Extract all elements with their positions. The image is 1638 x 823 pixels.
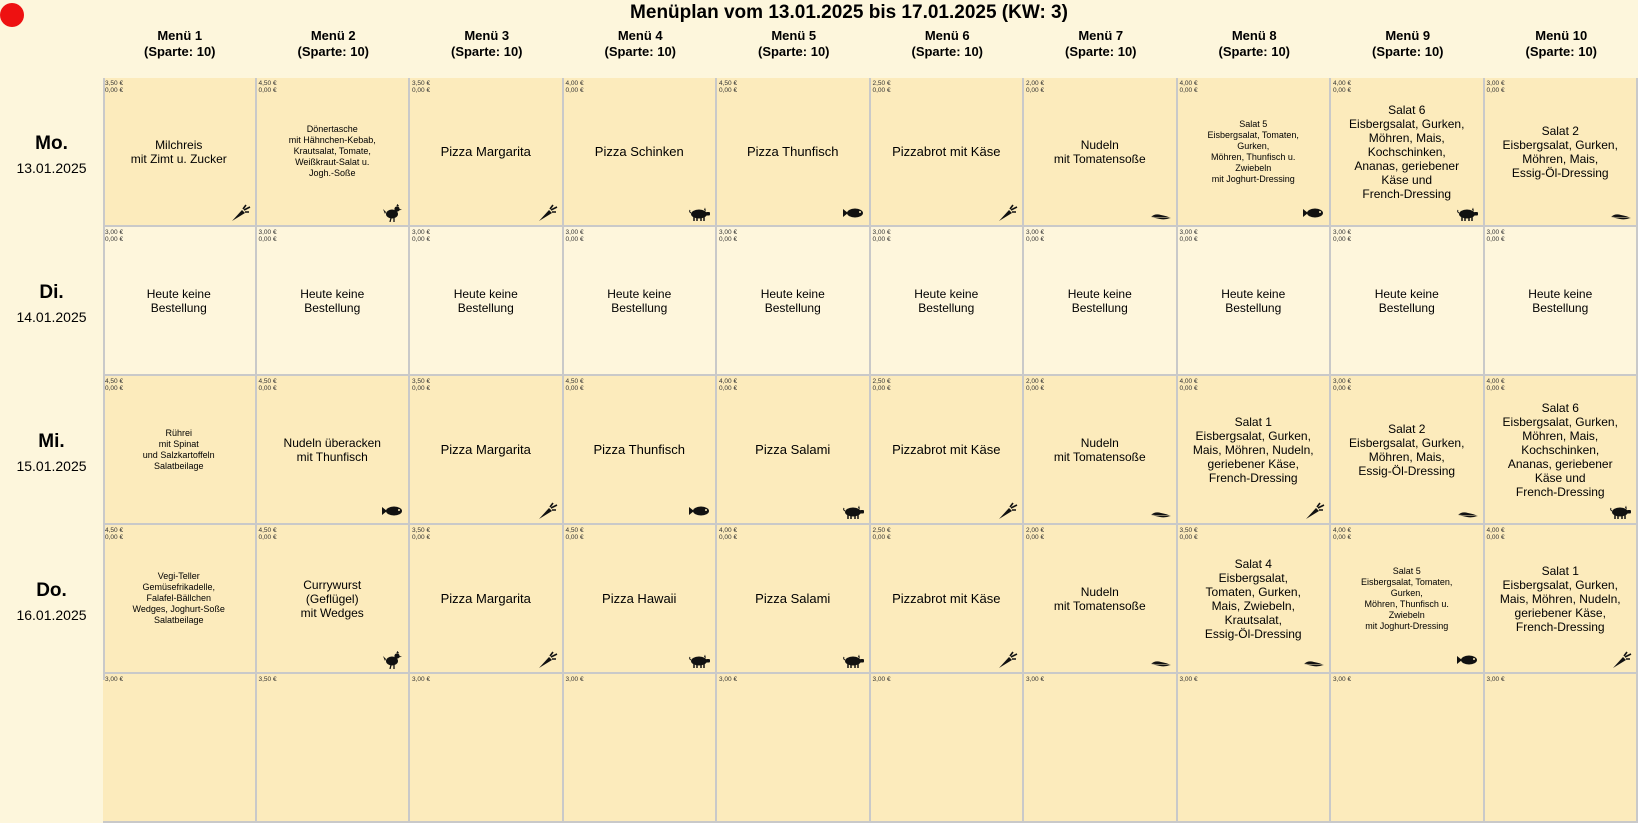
price-extra: 0,00 € (1026, 87, 1044, 94)
price: 3,00 € (259, 229, 277, 236)
dish-text: Heute keine Bestellung (1184, 227, 1324, 374)
chicken-icon (382, 204, 404, 222)
pig-icon (843, 651, 865, 669)
menu-cell[interactable] (1178, 376, 1332, 525)
price: 3,00 € (1026, 229, 1044, 236)
dish-text: Pizza Salami (723, 525, 863, 672)
price: 3,50 € (412, 80, 430, 87)
price-extra: 0,00 € (1333, 236, 1351, 243)
price: 3,00 € (1487, 676, 1505, 683)
price: 3,00 € (105, 229, 123, 236)
day-date: 16.01.2025 (0, 607, 103, 623)
price: 4,00 € (566, 80, 584, 87)
pig-icon (1457, 204, 1479, 222)
price: 3,00 € (1333, 229, 1351, 236)
fish-icon (382, 502, 404, 520)
day-date: 13.01.2025 (0, 160, 103, 176)
price: 4,00 € (1333, 527, 1351, 534)
price-extra: 0,00 € (1333, 385, 1351, 392)
price: 4,50 € (105, 527, 123, 534)
price: 4,00 € (1333, 80, 1351, 87)
price: 3,00 € (719, 229, 737, 236)
price-extra: 0,00 € (412, 236, 430, 243)
menu-name: Menü 4 (564, 28, 718, 44)
menu-cell[interactable] (871, 78, 1025, 227)
carrot-icon (536, 502, 558, 520)
price-extra: 0,00 € (259, 87, 277, 94)
menu-cell[interactable] (1331, 376, 1485, 525)
price-extra: 0,00 € (1180, 534, 1198, 541)
dish-text: Pizzabrot mit Käse (877, 78, 1017, 225)
price: 4,00 € (1180, 378, 1198, 385)
menu-grid (103, 78, 1638, 823)
menu-sparte: (Sparte: 10) (1178, 44, 1332, 60)
menu-sparte: (Sparte: 10) (1485, 44, 1638, 60)
dish-text: Pizza Margarita (416, 376, 556, 523)
dish-text: Salat 2 Eisbergsalat, Gurken, Möhren, Mais, Essig-Öl-Dressing (1337, 376, 1477, 523)
menu-cell[interactable] (1024, 376, 1178, 525)
price: 3,00 € (873, 676, 891, 683)
menu-name: Menü 5 (717, 28, 871, 44)
pig-icon (1610, 502, 1632, 520)
price-extra: 0,00 € (259, 236, 277, 243)
menu-header-row (103, 28, 1638, 78)
price: 2,00 € (1026, 80, 1044, 87)
menu-cell[interactable] (564, 376, 718, 525)
price: 4,50 € (259, 527, 277, 534)
menu-cell[interactable] (410, 525, 564, 674)
price-extra: 0,00 € (1026, 236, 1044, 243)
day-date: 15.01.2025 (0, 458, 103, 474)
menu-cell[interactable] (717, 227, 871, 376)
price-extra: 0,00 € (873, 236, 891, 243)
dish-text: Salat 4 Eisbergsalat, Tomaten, Gurken, Mais, Zwiebeln, Krautsalat, Essig-Öl-Dressing (1184, 525, 1324, 672)
dish-text: Nudeln mit Tomatensoße (1030, 376, 1170, 523)
menu-cell[interactable] (410, 227, 564, 376)
menu-name: Menü 10 (1485, 28, 1638, 44)
price: 4,00 € (719, 527, 737, 534)
carrot-icon (536, 204, 558, 222)
menu-cell[interactable] (871, 227, 1025, 376)
menu-name: Menü 7 (1024, 28, 1178, 44)
menu-header-10 (1485, 28, 1638, 78)
dish-text: Nudeln mit Tomatensoße (1030, 78, 1170, 225)
price-extra: 0,00 € (566, 87, 584, 94)
menu-cell[interactable] (257, 376, 411, 525)
dish-text (1030, 674, 1170, 821)
menu-cell[interactable] (103, 227, 257, 376)
dish-text: Heute keine Bestellung (109, 227, 249, 374)
price-extra: 0,00 € (259, 534, 277, 541)
price-extra: 0,00 € (105, 87, 123, 94)
menu-cell[interactable] (564, 525, 718, 674)
dish-text (1491, 674, 1631, 821)
page-title: Menüplan vom 13.01.2025 bis 17.01.2025 (KW: 3) (0, 2, 1638, 24)
price: 4,00 € (1487, 527, 1505, 534)
price-extra: 0,00 € (1487, 385, 1505, 392)
price-extra: 0,00 € (566, 385, 584, 392)
menu-cell[interactable] (564, 78, 718, 227)
price: 3,00 € (1180, 676, 1198, 683)
price-extra: 0,00 € (105, 385, 123, 392)
menu-sparte: (Sparte: 10) (564, 44, 718, 60)
price: 4,00 € (1180, 80, 1198, 87)
day-name: Di. (0, 282, 103, 304)
dish-text: Dönertasche mit Hähnchen-Kebab, Krautsalat, Tomate, Weißkraut-Salat u. Jogh.-Soße (263, 78, 403, 225)
menu-sparte: (Sparte: 10) (410, 44, 564, 60)
menu-cell[interactable] (1485, 78, 1638, 227)
price: 3,00 € (1180, 229, 1198, 236)
price-extra: 0,00 € (412, 87, 430, 94)
price: 4,50 € (105, 378, 123, 385)
menu-cell[interactable] (410, 674, 564, 823)
menu-cell[interactable] (717, 78, 871, 227)
menu-cell[interactable] (564, 227, 718, 376)
menu-cell[interactable] (410, 376, 564, 525)
dish-text: Vegi-Teller Gemüsefrikadelle, Falafel-Bällchen Wedges, Joghurt-Soße Salatbeilage (109, 525, 249, 672)
dish-text: Pizza Thunfisch (570, 376, 710, 523)
menu-header-4 (564, 28, 718, 78)
price: 4,50 € (566, 527, 584, 534)
day-name: Mo. (0, 133, 103, 155)
fish-icon (1303, 204, 1325, 222)
price: 3,50 € (259, 676, 277, 683)
menu-cell[interactable] (257, 674, 411, 823)
price: 3,00 € (1333, 676, 1351, 683)
chicken-icon (382, 651, 404, 669)
fish-icon (843, 204, 865, 222)
price-extra: 0,00 € (719, 87, 737, 94)
price-extra: 0,00 € (412, 385, 430, 392)
price-extra: 0,00 € (873, 87, 891, 94)
carrot-icon (1303, 502, 1325, 520)
dish-text: Rührei mit Spinat und Salzkartoffeln Salatbeilage (109, 376, 249, 523)
dish-text: Salat 6 Eisbergsalat, Gurken, Möhren, Mais, Kochschinken, Ananas, geriebener Käse und French-Dressing (1491, 376, 1631, 523)
fish-icon (1457, 651, 1479, 669)
pig-icon (689, 651, 711, 669)
menu-cell[interactable] (1485, 227, 1638, 376)
dish-text: Pizza Margarita (416, 78, 556, 225)
menu-cell[interactable] (1024, 227, 1178, 376)
price: 3,00 € (105, 676, 123, 683)
menu-header-5 (717, 28, 871, 78)
price: 2,50 € (873, 378, 891, 385)
carrot-icon (996, 651, 1018, 669)
price: 3,00 € (719, 676, 737, 683)
menu-cell[interactable] (1331, 227, 1485, 376)
dish-text: Heute keine Bestellung (416, 227, 556, 374)
price: 3,00 € (1026, 676, 1044, 683)
price: 2,50 € (873, 527, 891, 534)
menu-cell[interactable] (1178, 227, 1332, 376)
menu-cell[interactable] (1178, 78, 1332, 227)
price: 3,50 € (105, 80, 123, 87)
dish-text (1184, 674, 1324, 821)
menu-header-2 (257, 28, 411, 78)
menu-header-1 (103, 28, 257, 78)
price-extra: 0,00 € (873, 534, 891, 541)
menu-cell[interactable] (1178, 674, 1332, 823)
price: 3,00 € (566, 676, 584, 683)
menu-cell[interactable] (1485, 674, 1638, 823)
price-extra: 0,00 € (1333, 534, 1351, 541)
menu-cell[interactable] (1024, 78, 1178, 227)
dish-text: Pizza Schinken (570, 78, 710, 225)
menu-cell[interactable] (717, 376, 871, 525)
day-label-2 (0, 282, 103, 325)
menu-name: Menü 3 (410, 28, 564, 44)
dish-text: Salat 2 Eisbergsalat, Gurken, Möhren, Mais, Essig-Öl-Dressing (1491, 78, 1631, 225)
price-extra: 0,00 € (873, 385, 891, 392)
grid-left-border (103, 78, 105, 680)
menu-header-3 (410, 28, 564, 78)
menu-cell[interactable] (103, 376, 257, 525)
day-name: Do. (0, 580, 103, 602)
price-extra: 0,00 € (1180, 385, 1198, 392)
menu-cell[interactable] (1331, 78, 1485, 227)
dish-text: Pizzabrot mit Käse (877, 376, 1017, 523)
price: 4,00 € (1487, 378, 1505, 385)
dish-text: Heute keine Bestellung (723, 227, 863, 374)
leaf-icon (1457, 502, 1479, 520)
price: 4,50 € (719, 80, 737, 87)
menu-header-7 (1024, 28, 1178, 78)
day-label-1 (0, 133, 103, 176)
dish-text: Pizza Salami (723, 376, 863, 523)
menu-cell[interactable] (410, 78, 564, 227)
dish-text: Heute keine Bestellung (1491, 227, 1631, 374)
price-extra: 0,00 € (1487, 534, 1505, 541)
price: 4,50 € (259, 378, 277, 385)
dish-text: Heute keine Bestellung (877, 227, 1017, 374)
price: 2,00 € (1026, 378, 1044, 385)
carrot-icon (1610, 651, 1632, 669)
menu-cell[interactable] (257, 525, 411, 674)
menu-cell[interactable] (1485, 525, 1638, 674)
menu-cell[interactable] (257, 78, 411, 227)
price-extra: 0,00 € (105, 236, 123, 243)
menu-cell[interactable] (1024, 525, 1178, 674)
menu-header-8 (1178, 28, 1332, 78)
menu-cell[interactable] (1178, 525, 1332, 674)
menu-sparte: (Sparte: 10) (1024, 44, 1178, 60)
price-extra: 0,00 € (719, 385, 737, 392)
price-extra: 0,00 € (566, 236, 584, 243)
price: 2,50 € (873, 80, 891, 87)
price: 4,50 € (259, 80, 277, 87)
price: 3,50 € (412, 527, 430, 534)
menu-sparte: (Sparte: 10) (717, 44, 871, 60)
menu-cell[interactable] (1331, 674, 1485, 823)
day-label-4 (0, 580, 103, 623)
dish-text: Heute keine Bestellung (1337, 227, 1477, 374)
dish-text: Heute keine Bestellung (570, 227, 710, 374)
carrot-icon (996, 502, 1018, 520)
carrot-icon (996, 204, 1018, 222)
carrot-icon (536, 651, 558, 669)
menu-name: Menü 1 (103, 28, 257, 44)
dish-text: Salat 1 Eisbergsalat, Gurken, Mais, Möhren, Nudeln, geriebener Käse, French-Dressing (1491, 525, 1631, 672)
dish-text: Pizzabrot mit Käse (877, 525, 1017, 672)
menu-cell[interactable] (103, 525, 257, 674)
price-extra: 0,00 € (1180, 236, 1198, 243)
dish-text (877, 674, 1017, 821)
price: 4,50 € (566, 378, 584, 385)
price-extra: 0,00 € (566, 534, 584, 541)
menu-header-9 (1331, 28, 1485, 78)
carrot-icon (229, 204, 251, 222)
price: 3,50 € (412, 378, 430, 385)
menu-name: Menü 8 (1178, 28, 1332, 44)
day-label-3 (0, 431, 103, 474)
menu-cell[interactable] (717, 674, 871, 823)
dish-text: Salat 6 Eisbergsalat, Gurken, Möhren, Mais, Kochschinken, Ananas, geriebener Käse und French-Dressing (1337, 78, 1477, 225)
leaf-icon (1610, 204, 1632, 222)
menu-name: Menü 2 (257, 28, 411, 44)
dish-text: Milchreis mit Zimt u. Zucker (109, 78, 249, 225)
fish-icon (689, 502, 711, 520)
menu-cell[interactable] (103, 674, 257, 823)
leaf-icon (1303, 651, 1325, 669)
price: 3,00 € (412, 229, 430, 236)
price: 3,00 € (1487, 80, 1505, 87)
price: 3,00 € (566, 229, 584, 236)
menu-sparte: (Sparte: 10) (257, 44, 411, 60)
price: 3,00 € (412, 676, 430, 683)
dish-text: Heute keine Bestellung (263, 227, 403, 374)
menu-cell[interactable] (103, 78, 257, 227)
price: 3,50 € (1180, 527, 1198, 534)
menu-cell[interactable] (564, 674, 718, 823)
dish-text: Pizza Thunfisch (723, 78, 863, 225)
price: 3,00 € (873, 229, 891, 236)
price-extra: 0,00 € (1333, 87, 1351, 94)
leaf-icon (1150, 651, 1172, 669)
price: 2,00 € (1026, 527, 1044, 534)
price-extra: 0,00 € (1487, 87, 1505, 94)
price: 4,00 € (719, 378, 737, 385)
menu-cell[interactable] (871, 674, 1025, 823)
price-extra: 0,00 € (719, 534, 737, 541)
menu-sparte: (Sparte: 10) (1331, 44, 1485, 60)
price-extra: 0,00 € (1026, 534, 1044, 541)
dish-text (416, 674, 556, 821)
menu-sparte: (Sparte: 10) (871, 44, 1025, 60)
menu-name: Menü 9 (1331, 28, 1485, 44)
day-name: Mi. (0, 431, 103, 453)
dish-text: Salat 5 Eisbergsalat, Tomaten, Gurken, Möhren, Thunfisch u. Zwiebeln mit Joghurt-Dressing (1337, 525, 1477, 672)
menu-sparte: (Sparte: 10) (103, 44, 257, 60)
menu-cell[interactable] (871, 525, 1025, 674)
dish-text: Nudeln mit Tomatensoße (1030, 525, 1170, 672)
price-extra: 0,00 € (1180, 87, 1198, 94)
dish-text: Salat 5 Eisbergsalat, Tomaten, Gurken, Möhren, Thunfisch u. Zwiebeln mit Joghurt-Dressing (1184, 78, 1324, 225)
dish-text (109, 674, 249, 821)
dish-text: Salat 1 Eisbergsalat, Gurken, Mais, Möhren, Nudeln, geriebener Käse, French-Dressing (1184, 376, 1324, 523)
dish-text: Nudeln überacken mit Thunfisch (263, 376, 403, 523)
dish-text: Pizza Hawaii (570, 525, 710, 672)
leaf-icon (1150, 502, 1172, 520)
price-extra: 0,00 € (412, 534, 430, 541)
menu-name: Menü 6 (871, 28, 1025, 44)
menu-cell[interactable] (717, 525, 871, 674)
dish-text: Currywurst (Geflügel) mit Wedges (263, 525, 403, 672)
price-extra: 0,00 € (719, 236, 737, 243)
price-extra: 0,00 € (1026, 385, 1044, 392)
dish-text (1337, 674, 1477, 821)
menu-cell[interactable] (1331, 525, 1485, 674)
price-extra: 0,00 € (1487, 236, 1505, 243)
dish-text (723, 674, 863, 821)
menu-cell[interactable] (1024, 674, 1178, 823)
menu-cell[interactable] (257, 227, 411, 376)
leaf-icon (1150, 204, 1172, 222)
menu-cell[interactable] (1485, 376, 1638, 525)
price: 3,00 € (1333, 378, 1351, 385)
price: 3,00 € (1487, 229, 1505, 236)
price-extra: 0,00 € (259, 385, 277, 392)
dish-text (263, 674, 403, 821)
menu-cell[interactable] (871, 376, 1025, 525)
dish-text: Pizza Margarita (416, 525, 556, 672)
price-extra: 0,00 € (105, 534, 123, 541)
dish-text (570, 674, 710, 821)
pig-icon (689, 204, 711, 222)
day-date: 14.01.2025 (0, 309, 103, 325)
dish-text: Heute keine Bestellung (1030, 227, 1170, 374)
menu-header-6 (871, 28, 1025, 78)
pig-icon (843, 502, 865, 520)
